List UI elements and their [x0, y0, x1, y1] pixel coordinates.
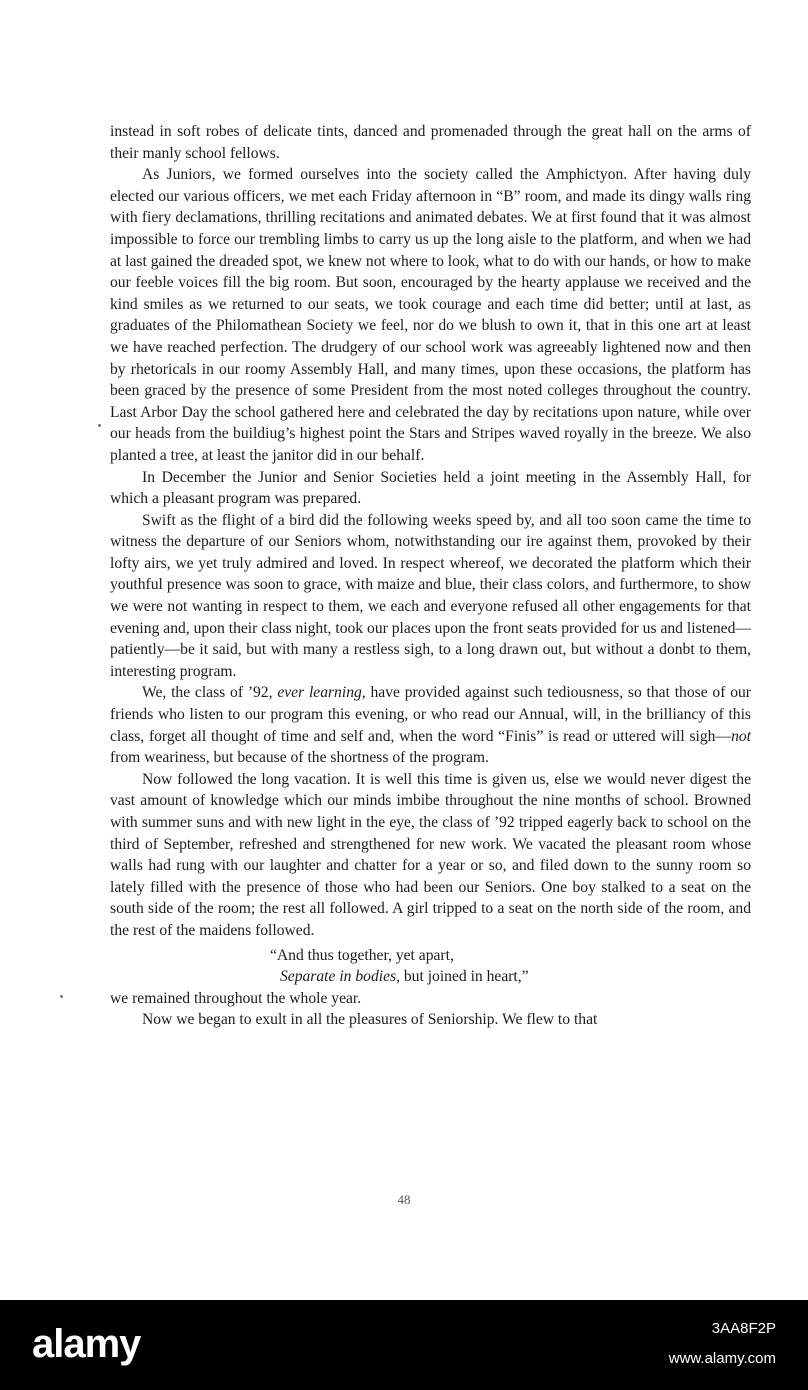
paragraph-5-start: We, the class of ’92,	[142, 684, 278, 702]
paragraph-5-emphasis-ever-learning: ever learning	[277, 684, 362, 702]
paragraph-6: Now followed the long vacation. It is well this time is given us, else we would never digest the vast amount of knowledge which our minds imbibe throughout the nine months of school. Browned with summer suns and with new light in the eye, the class of ’92 tripped eagerly back to school on the third of September, refreshed and strengthened for new work. We vacated the pleasant room whose walls had rung with our laughter and chatter for a year or so, and filed down to the sunny room so lately filled with the presence of those who had been our Seniors. One boy stalked to a seat on the south side of the room; the rest all followed. A girl tripped to a seat on the north side of the room, and the rest of the maidens followed.	[110, 770, 751, 939]
poem-line-2-emphasis: Separate in bodies,	[280, 968, 400, 986]
paragraph-3: In December the Junior and Senior Societies held a joint meeting in the Assembly Hall, for which a pleasant program was prepared.	[110, 468, 751, 508]
paragraph-1: instead in soft robes of delicate tints, danced and promenaded through the great hall on the arms of their manly school fellows.	[110, 123, 751, 162]
paragraph-5-emphasis-not: not	[731, 727, 751, 745]
paragraph-4: Swift as the flight of a bird did the following weeks speed by, and all too soon came the time to witness the departure of our Seniors whom, notwithstanding our ire against them, provoked by their lofty airs, we yet truly admired and loved. In respect whereof, we decorated the platform which their youthful presence was soon to grace, with maize and blue, their class colors, and furthermore, to show we were not wanting in respect to them, we each and everyone refused all other engagements for that evening and, upon their class night, took our places upon the front seats provided for us and listened—patiently—be it said, but with many a restless sigh, to a long drawn out, but without a donbt to them, interesting program.	[110, 511, 751, 680]
poem-line-2	[110, 966, 751, 988]
paragraph-5	[110, 682, 751, 768]
paragraph-5-middle: , have provided against such tediousness, so that those of our friends who listen to our program this evening, or who read our Annual, will, in the brilliancy of this class, forget all thought of time and self and, when the word “Finis” is read or uttered will sigh—	[110, 684, 752, 745]
poem-line-2-rest: but joined in heart,”	[399, 968, 529, 986]
page-number: 48	[397, 1192, 411, 1207]
poem-quote	[110, 945, 751, 988]
paragraph-8: Now we began to exult in all the pleasures of Seniorship. We flew to that	[142, 1011, 598, 1029]
poem-line-1: “And thus together, yet apart,	[270, 946, 454, 964]
print-speck	[98, 424, 101, 427]
paragraph-5-end: from weariness, but because of the shortness of the program.	[110, 749, 489, 767]
document-body	[110, 121, 751, 1031]
paragraph-2: As Juniors, we formed ourselves into the society called the Amphictyon. After having duly elected our various officers, we met each Friday afternoon in “B” room, and made its dingy walls ring with fiery declamations, thrilling recitations and animated debates. We at first found that it was almost impossible to force our trembling limbs to carry us up the long aisle to the platform, and when we had at last gained the dreaded spot, we knew not where to look, what to do with our hands, or how to make our feeble voices fill the big room. But soon, encouraged by the hearty applause we received and the kind smiles as we returned to our seats, we took courage and each time did better; until at last, as graduates of the Philomathean Society we feel, nor do we blush to own it, that in this one art at least we have reached perfection. The drudgery of our school work was agreeably lightened now and then by rhetoricals in our roomy Assembly Hall, and many times, upon these occasions, the platform has been graced by the presence of some President from the most noted colleges throughout the country. Last Arbor Day the school gathered here and celebrated the day by recitations upon nature, while over our heads from the buildiug’s highest point the Stars and Stripes waved royally in the breeze. We also planted a tree, at least the janitor did in our behalf.	[110, 166, 751, 464]
alamy-logo: alamy	[32, 1322, 141, 1366]
print-speck	[60, 995, 63, 998]
site-url: www.alamy.com	[668, 1350, 776, 1367]
watermark-bar	[0, 1300, 808, 1390]
paragraph-7: we remained throughout the whole year.	[110, 989, 362, 1007]
image-id: 3AA8F2P	[711, 1320, 776, 1337]
